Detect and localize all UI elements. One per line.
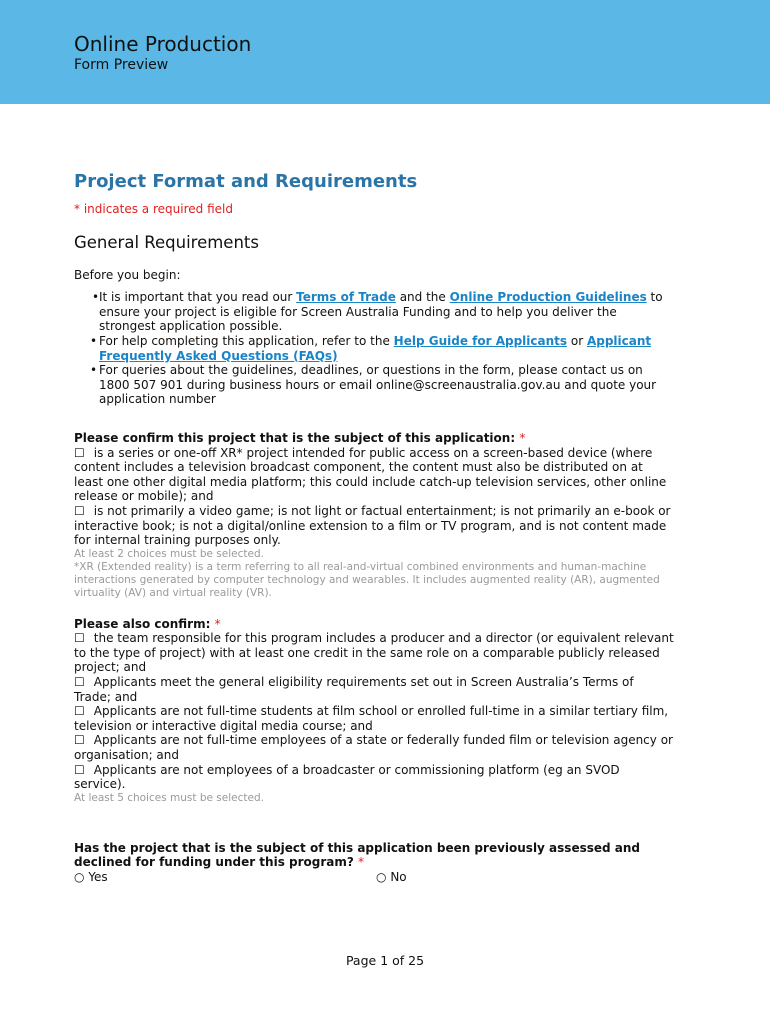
header-banner: [0, 0, 770, 104]
instruction-text: and the: [395, 290, 450, 305]
required-mark: *: [214, 616, 221, 631]
general-requirements-title: General Requirements: [74, 232, 259, 252]
checkbox-icon[interactable]: ☐: [74, 704, 85, 719]
option-text: Applicants are not employees of a broadcaster or commissioning platform (eg an SVOD service).: [74, 762, 620, 792]
checkbox-icon[interactable]: ☐: [74, 631, 85, 646]
choice-hint: At least 5 choices must be selected.: [74, 791, 264, 804]
option-text: is a series or one-off XR* project intended for public access on a screen-based device (where content includes a television broadcast component, the content must also be distributed on at least one other digital media platform; this could include catch-up television services, other online release or mobile); and: [74, 445, 667, 504]
before-you-begin-text: Before you begin:: [74, 267, 181, 282]
question-text: Please confirm this project that is the subject of this application:: [74, 430, 516, 445]
checkbox-option-eligibility[interactable]: [74, 675, 674, 704]
terms-of-trade-link[interactable]: Terms of Trade: [296, 290, 396, 305]
form-content: [74, 170, 674, 886]
checkbox-option-not-broadcaster-employees[interactable]: [74, 763, 674, 792]
question-label: [74, 841, 674, 870]
checkbox-icon[interactable]: ☐: [74, 733, 85, 748]
required-mark: *: [519, 430, 526, 445]
instructions-list: [74, 290, 674, 407]
radio-option-yes[interactable]: [74, 870, 108, 885]
question-label: [74, 431, 674, 446]
instruction-text: It is important that you read our: [99, 290, 297, 305]
online-production-guidelines-link[interactable]: Online Production Guidelines: [449, 290, 647, 305]
option-text: Applicants meet the general eligibility requirements set out in Screen Australia’s Terms of Trade; and: [74, 675, 634, 704]
checkbox-option-not-agency-employees[interactable]: [74, 733, 674, 762]
required-mark: *: [358, 855, 365, 870]
radio-icon[interactable]: ○: [376, 870, 387, 884]
required-field-note: * indicates a required field: [74, 202, 233, 216]
xr-footnote: *XR (Extended reality) is a term referring to all real-and-virtual combined environments and human-machine interactions generated by computer technology and wearables. It includes augmented reality (AR), augmented virtuality (AV) and virtual reality (VR).: [74, 560, 660, 599]
checkbox-option-team-credits[interactable]: [74, 631, 674, 675]
question-text: Has the project that is the subject of this application been previously assessed and declined for funding under this program?: [74, 840, 641, 870]
instruction-text: For help completing this application, refer to the: [99, 333, 394, 348]
previously-declined-question: [74, 841, 674, 886]
radio-icon[interactable]: ○: [74, 870, 85, 884]
option-text: Applicants are not full-time employees of a state or federally funded film or television agency or organisation; and: [74, 733, 673, 763]
checkbox-option-not-students[interactable]: [74, 704, 674, 733]
checkbox-icon[interactable]: ☐: [74, 445, 85, 460]
question-label: [74, 617, 674, 632]
question-text: Please also confirm:: [74, 616, 211, 631]
instruction-text: For queries about the guidelines, deadlines, or questions in the form, please contact us on 1800 507 901 during business hours or email online@screenaustralia.gov.au and quote your application number: [99, 363, 657, 407]
option-text: Applicants are not full-time students at film school or enrolled full-time in a similar tertiary film, television or interactive digital media course; and: [74, 704, 669, 733]
form-subtitle: Form Preview: [74, 57, 169, 73]
instruction-item-terms: [74, 290, 674, 334]
instruction-item-help: [74, 334, 674, 363]
faqs-link[interactable]: Applicant Frequently Asked Questions (FAQs): [99, 333, 652, 363]
checkbox-option-not-video-game[interactable]: [74, 504, 674, 548]
bullet-icon: •: [90, 363, 98, 378]
radio-label: Yes: [88, 870, 108, 884]
option-text: the team responsible for this program includes a producer and a director (or equivalent relevant to the type of project) with at least one credit in the same role on a comparable publicly released project; and: [74, 631, 674, 675]
instruction-text: or: [567, 333, 587, 348]
radio-option-no[interactable]: [376, 870, 407, 885]
checkbox-option-xr-project[interactable]: [74, 446, 674, 504]
option-text: is not primarily a video game; is not light or factual entertainment; is not primarily an e-book or interactive book; is not a digital/online extension to a film or TV program, and is not content made for internal training purposes only.: [74, 503, 671, 548]
page-number: Page 1 of 25: [345, 953, 425, 968]
checkbox-icon[interactable]: ☐: [74, 675, 85, 690]
form-title: Online Production: [74, 32, 252, 56]
section-title: Project Format and Requirements: [74, 171, 418, 192]
yes-no-radio-group: [74, 870, 674, 886]
also-confirm-question: [74, 617, 674, 805]
checkbox-icon[interactable]: ☐: [74, 762, 85, 777]
help-guide-link[interactable]: Help Guide for Applicants: [393, 333, 568, 348]
instruction-text: to ensure your project is eligible for Screen Australia Funding and to help you deliver the strongest application possible.: [99, 290, 663, 334]
instruction-item-queries: [74, 363, 674, 407]
project-confirmation-question: [74, 431, 674, 600]
checkbox-icon[interactable]: ☐: [74, 503, 85, 518]
radio-label: No: [390, 870, 407, 884]
bullet-icon: •: [90, 333, 98, 348]
choice-hint: At least 2 choices must be selected.: [74, 547, 264, 560]
bullet-icon: •: [92, 290, 100, 305]
